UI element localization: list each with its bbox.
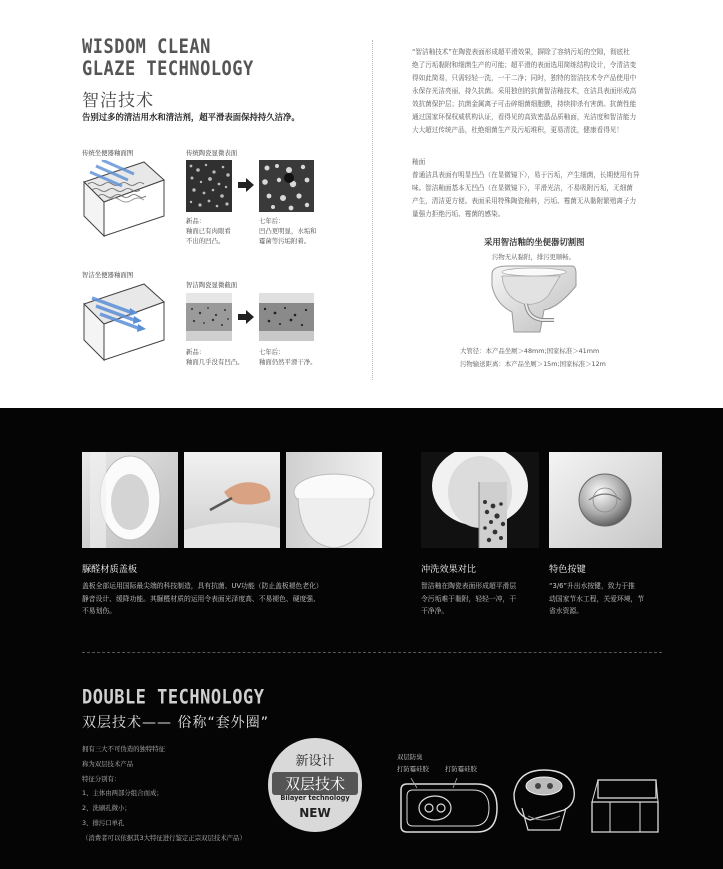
paragraph-line: “智洁釉技术”在陶瓷表面形成超平滑效果，摒除了容纳污垢的空隙，彻底杜	[412, 48, 630, 56]
hand-scratch-test-photo	[184, 452, 280, 548]
traditional-micro-label: 传统陶瓷显微表面	[186, 149, 238, 157]
caption-line: 新品：	[186, 348, 206, 356]
arrow-right-icon	[238, 310, 254, 324]
text-line: 拥有三大不可伪造的独特特征	[82, 745, 166, 753]
caption-line: 七年后：	[259, 348, 285, 356]
smart-micro-old-image	[259, 293, 314, 341]
caption-line: 釉面已有肉眼看	[186, 227, 231, 235]
traditional-micro-old-image	[259, 160, 314, 212]
smart-glaze-label: 智洁坐便器釉面图	[82, 271, 134, 279]
paragraph-line: 大大超过传统产品，杜绝细菌生产及污垢堆积，更易清洗，健康看得见！	[412, 126, 623, 134]
text-line: 称为双层技术产品	[82, 759, 134, 768]
flush-comparison-photo	[421, 452, 539, 548]
smart-micro-label: 智洁陶瓷显微截面	[186, 281, 238, 289]
paragraph-line: 得如此简易，只需轻轻一洗，一干二净；同时，独特的智洁技术令产品使用中	[412, 74, 637, 82]
traditional-glaze-diagram	[82, 160, 166, 238]
paragraph-line: 绝了污垢黏附和细菌生产的可能；超平滑的表面选用简练结构设计，令清洁变	[412, 61, 637, 69]
badge-line-4: NEW	[299, 806, 331, 820]
new-design-badge	[268, 738, 362, 832]
paragraph-line: 通过国家环保权威机构认证，看得见的高致密晶品质釉面，光洁度和智洁能力	[412, 113, 637, 121]
traditional-micro-new-image	[186, 160, 232, 212]
title-en-line-1: WISDOM CLEAN	[82, 35, 211, 59]
traditional-old-caption	[259, 216, 317, 246]
text-line: 智洁釉在陶瓷表面形成超平滑层	[421, 582, 517, 590]
seat-cover-heading: 脲醛材质盖板	[82, 564, 138, 575]
seat-cover-text	[82, 580, 382, 618]
toilet-closed-lid-photo	[286, 452, 382, 548]
button-heading: 特色按键	[549, 564, 586, 575]
cutaway-subtitle: 污物无从黏附，排污更顺畅。	[492, 253, 576, 261]
intro-paragraph	[412, 46, 650, 137]
badge-line-1: 新设计	[295, 754, 335, 769]
flush-text	[421, 580, 543, 618]
traditional-glaze-label: 传统坐便器釉面图	[82, 149, 134, 157]
double-tech-title-en: DOUBLE TECHNOLOGY	[82, 686, 265, 709]
text-line: 1、主体由两部分组合而成；	[82, 789, 163, 798]
smart-new-caption	[186, 347, 244, 367]
glaze-technology-section	[0, 0, 723, 408]
badge-line-2: 双层技术	[272, 772, 358, 795]
seat-cover-photo	[82, 452, 178, 548]
glaze-paragraph	[412, 169, 650, 221]
flush-button-photo	[549, 452, 662, 548]
caption-line: 不出的凹凸。	[186, 237, 225, 245]
caption-line: 釉面几乎没有凹凸。	[186, 358, 244, 366]
vertical-divider	[372, 40, 373, 380]
pipe-diameter-spec: 大管径：本产品坐厕＞48mm;国家标准＞41mm	[460, 347, 600, 355]
flush-heading: 冲洗效果对比	[421, 564, 477, 575]
text-line: 特征分别有：	[82, 774, 121, 783]
text-line: 3、排污口单孔	[82, 818, 125, 827]
toilet-cutaway-image	[488, 264, 578, 334]
double-tech-features	[82, 742, 246, 846]
badge-line-3: Bilayer technology	[280, 794, 350, 802]
title-en-line-2: GLAZE TECHNOLOGY	[82, 57, 254, 81]
smart-micro-new-image	[186, 293, 232, 341]
paragraph-line: 永保存光洁亮丽，持久抗菌。采用独创的抗菌智洁釉技术，在洁具表面形成高	[412, 87, 637, 95]
caption-line: 七年后：	[259, 217, 285, 225]
double-layer-top-view-diagram	[397, 778, 501, 836]
arrow-right-icon	[238, 178, 254, 192]
caption-line: 凹凸更明显，水垢和	[259, 227, 317, 235]
caption-line: 釉面仍然平滑干净。	[259, 358, 317, 366]
text-line: 动国家节水工程，关爱环境，节	[549, 594, 645, 603]
paragraph-line: 味。智洁釉面基本无凹凸（在显微镜下），平滑光洁，不易吸附污垢，无细菌	[412, 184, 633, 192]
text-line: （消费者可以依据其3大特征进行鉴定正宗双层技术产品）	[82, 833, 246, 842]
diagram-label-3: 打防霉硅胶	[445, 765, 477, 773]
paragraph-line: 效抗菌保护层；抗菌金属离子可击碎细菌细胞膜，持续抑杀有害菌。抗菌性能	[412, 100, 637, 108]
text-line: 2、洗刷孔微小；	[82, 804, 131, 813]
paragraph-line: 产生，清洁更方便。表面采用特殊陶瓷釉料，污垢、霉菌无从黏附繁殖离子力	[412, 197, 637, 205]
text-line: “3/6”升出水按键，致力于推	[549, 582, 635, 590]
caption-line: 霉菌等污垢附着。	[259, 237, 311, 245]
text-line: 不易划伤。	[82, 607, 116, 615]
text-line: 干净净。	[421, 607, 449, 615]
button-text	[549, 580, 662, 618]
smart-old-caption	[259, 347, 317, 367]
cutaway-title: 采用智洁釉的坐便器切割图	[484, 237, 585, 247]
text-line: 盖板全部运用国际最尖端的科技制造，具有抗菌、UV功能（防止盖板褪色老化）	[82, 582, 323, 590]
glaze-heading: 釉面	[412, 158, 426, 166]
text-line: 省水资源。	[549, 607, 583, 615]
transport-distance-spec: 污物输送距离：本产品坐厕＞15m;国家标准＞12m	[460, 360, 606, 368]
horizontal-divider	[82, 652, 662, 653]
diagram-label-2: 打防霉硅胶	[397, 765, 429, 773]
subtitle: 告别过多的清洁用水和清洁剂，超平滑表面保持持久洁净。	[82, 112, 300, 122]
paragraph-line: 量强力拒绝污垢、霉菌的感染。	[412, 210, 505, 218]
double-layer-front-view-diagram	[588, 766, 662, 836]
double-layer-perspective-diagram	[508, 764, 580, 836]
paragraph-line: 普通洁具表面有明显凹凸（在显微镜下），易于污垢，产生细菌，长期使用有异	[412, 171, 640, 179]
smart-glaze-diagram	[82, 282, 166, 362]
text-line: 令污垢难于黏附，轻轻一冲，干	[421, 594, 517, 603]
diagram-label-1: 双层防臭	[397, 753, 423, 761]
text-line: 静音设计、缓降功能。其脲醛材质的运用令表面光泽度高、不易褪色、硬度强、	[82, 594, 320, 603]
traditional-new-caption	[186, 216, 231, 246]
double-tech-title-cn: 双层技术—— 俗称“套外圈”	[82, 715, 269, 731]
caption-line: 新品：	[186, 217, 206, 225]
title-cn: 智洁技术	[82, 91, 154, 111]
